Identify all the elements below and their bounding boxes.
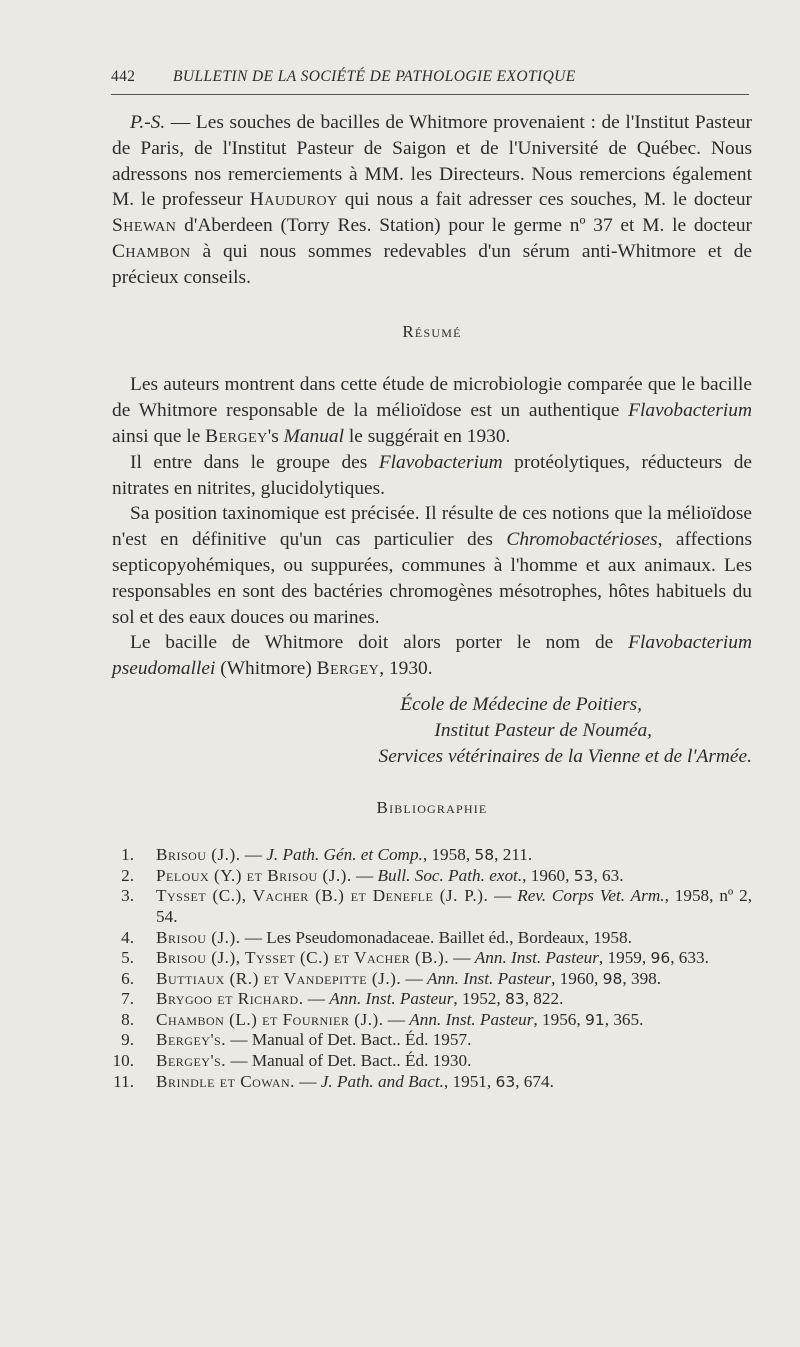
entry-source: J. Path. Gén. et Comp. (266, 845, 423, 865)
journal-title: BULLETIN DE LA SOCIÉTÉ DE PATHOLOGIE EXOTIQUE (173, 68, 576, 85)
entry-details: , 1960, (551, 968, 603, 988)
ps-text: — Les souches de bacilles de Whitmore provenaient : de l'Institut Pasteur de Paris, de l'Institut Pasteur de Saigon et de l'Université de Québec. Nous adressons nos remerciements à MM. les Directeurs. Nous remercions également M. le professeur (112, 112, 752, 211)
entry-authors: Peloux (Y.) et Brisou (J.). (156, 865, 352, 885)
entry-separator: — (351, 865, 378, 885)
author-name: Chambon (112, 240, 191, 262)
entry-separator: — (226, 1051, 252, 1071)
manual-title: Manual (283, 425, 344, 447)
entry-pages: , 365. (604, 1009, 644, 1029)
entry-authors: Brisou (J.). (156, 845, 241, 865)
entry-source: J. Path. and Bact. (320, 1071, 444, 1091)
resume-text: (Whitmore) (215, 658, 317, 680)
entry-details: , 1958, (422, 845, 475, 865)
resume-text: le suggérait en 1930. (344, 425, 511, 447)
author-name: Shewan (112, 215, 177, 237)
ps-lead: P.-S. (130, 112, 166, 133)
entry-volume: 96 (650, 949, 671, 968)
entry-volume: 91 (584, 1010, 605, 1029)
entry-pages: , 63. (593, 865, 624, 885)
entry-source: Ann. Inst. Pasteur (329, 989, 454, 1009)
resume-text: ainsi que le (112, 425, 206, 447)
bibliography-entry (112, 1051, 752, 1072)
entry-authors: Brindle et Cowan. (156, 1071, 295, 1091)
bibliography-entry (112, 886, 752, 927)
header-rule (111, 94, 749, 95)
resume-paragraph-1 (112, 372, 752, 449)
bibliography-entry (112, 1072, 752, 1093)
resume-heading: Résumé (402, 321, 462, 341)
resume-text: 's (267, 425, 284, 447)
entry-details: Les Pseudomonadaceae. Baillet éd., Bordeaux, 1958. (266, 927, 632, 947)
entry-volume: 63 (495, 1072, 516, 1091)
entry-source: Ann. Inst. Pasteur (426, 968, 552, 988)
entry-pages: , 822. (524, 989, 564, 1009)
ps-text: à qui nous sommes redevables d'un sérum anti-Whitmore et de précieux conseils. (112, 240, 752, 288)
entry-details: Manual of Det. Bact.. Éd. 1957. (251, 1030, 472, 1050)
genus-name: Flavobacterium (628, 400, 752, 422)
entry-separator: — (401, 968, 427, 988)
entry-separator: — (488, 886, 518, 906)
entry-number: 7 . (112, 989, 134, 1010)
article-body (112, 110, 752, 1092)
entry-separator: — (449, 948, 475, 968)
entry-separator: — (303, 989, 330, 1009)
bibliography-heading: Bibliographie (376, 798, 488, 818)
entry-separator: — (383, 1009, 410, 1029)
resume-text: Il entre dans le groupe des (130, 451, 379, 473)
entry-number: 4 . (112, 928, 134, 949)
entry-separator: — (294, 1071, 321, 1091)
page-number: 442 (111, 68, 136, 85)
entry-number: 3 . (112, 886, 134, 907)
entry-details: Manual of Det. Bact.. Éd. 1930. (251, 1051, 472, 1071)
bibliography-entry (112, 989, 752, 1010)
entry-details: , 1956, (533, 1009, 585, 1029)
entry-authors: Tysset (C.), Vacher (B.) et Denefle (J. P.). (156, 886, 489, 906)
entry-details: , 1959, (598, 948, 651, 968)
genus-name: Flavobacterium (378, 451, 503, 473)
entry-authors: Bergey's. (156, 1030, 227, 1050)
entry-authors: Brisou (J.). (156, 927, 241, 947)
signature-line: Services vétérinaires de la Vienne et de l'Armée. (378, 745, 752, 767)
author-name: Bergey (316, 658, 380, 680)
entry-details: , 1951, (443, 1071, 496, 1091)
resume-text: protéolytiques, réducteurs de nitrates en nitrites, glucidolytiques. (112, 451, 752, 499)
bibliography-entry (112, 1030, 752, 1051)
signature-line: École de Médecine de Poitiers, (400, 693, 642, 715)
entry-authors: Brisou (J.), Tysset (C.) et Vacher (B.). (156, 948, 449, 968)
entry-volume: 98 (602, 969, 623, 988)
author-name: Bergey (205, 425, 268, 447)
entry-pages: , 633. (670, 948, 709, 968)
resume-text: Les auteurs montrent dans cette étude de microbiologie comparée que le bacille de Whitmore responsable de la mélioïdose est un authentique (112, 374, 752, 422)
resume-text: , affections septicopyohémiques, ou suppurées, communes à l'homme et aux animaux. Les responsables en sont des bactéries chromogènes mésotrophes, hôtes habituels du sol et des eaux douces ou marines. (112, 529, 753, 628)
postscript-paragraph (112, 110, 752, 291)
entry-separator: — (240, 927, 267, 947)
entry-source: Ann. Inst. Pasteur (409, 1009, 534, 1029)
entry-details: , 1960, (522, 865, 574, 885)
resume-paragraph-3 (112, 501, 752, 630)
entry-pages: , 674. (515, 1071, 554, 1091)
entry-source: Rev. Corps Vet. Arm. (517, 886, 665, 906)
entry-source: Ann. Inst. Pasteur (474, 948, 599, 968)
ps-text: d'Aberdeen (Torry Res. Station) pour le germe nº 37 et M. le docteur (176, 215, 752, 237)
entry-details: , 1958, nº 2, 54. (156, 886, 753, 926)
entry-pages: , 211. (494, 845, 533, 865)
resume-text: , 1930. (379, 658, 433, 680)
species-name: Flavobacterium pseudomallei (112, 632, 752, 680)
entry-authors: Buttiaux (R.) et Vandepitte (J.). (156, 968, 402, 988)
entry-authors: Brygoo et Richard. (156, 989, 304, 1009)
ps-text: qui nous a fait adresser ces souches, M. le docteur (337, 189, 753, 211)
entry-number: 6 . (112, 969, 134, 990)
entry-volume: 83 (504, 990, 525, 1009)
bibliography-list (112, 845, 752, 1092)
signature-line: Institut Pasteur de Nouméa, (434, 719, 652, 741)
disease-term: Chromobactérioses (506, 529, 658, 551)
entry-authors: Chambon (L.) et Fournier (J.). (156, 1009, 384, 1029)
entry-separator: — (226, 1030, 252, 1050)
entry-separator: — (240, 845, 267, 865)
bibliography-entry (112, 928, 752, 949)
resume-text: Sa position taxinomique est précisée. Il résulte de ces notions que la mélioïdose n'est en définitive qu'un cas particulier des (112, 503, 752, 551)
entry-details: , 1952, (453, 989, 505, 1009)
entry-number: 2 . (112, 866, 134, 887)
bibliography-entry (112, 969, 752, 990)
entry-volume: 58 (474, 846, 495, 865)
entry-number: 1 . (112, 845, 134, 866)
entry-number: 9 . (112, 1030, 134, 1051)
resume-paragraph-2 (112, 450, 752, 502)
entry-volume: 53 (573, 866, 594, 885)
entry-number: 11 . (112, 1072, 134, 1093)
bibliography-entry (112, 948, 752, 969)
resume-paragraph-4 (112, 630, 752, 682)
entry-pages: , 398. (622, 968, 662, 988)
entry-number: 10 . (112, 1051, 134, 1072)
bibliography-entry (112, 1010, 752, 1031)
author-name: Hauduroy (249, 189, 338, 211)
entry-authors: Bergey's. (156, 1051, 227, 1071)
resume-text: Le bacille de Whitmore doit alors porter le nom de (130, 632, 629, 654)
entry-number: 5 . (112, 948, 134, 969)
entry-number: 8 . (112, 1010, 134, 1031)
entry-source: Bull. Soc. Path. exot. (377, 865, 523, 885)
bibliography-entry (112, 845, 752, 866)
bibliography-entry (112, 866, 752, 887)
